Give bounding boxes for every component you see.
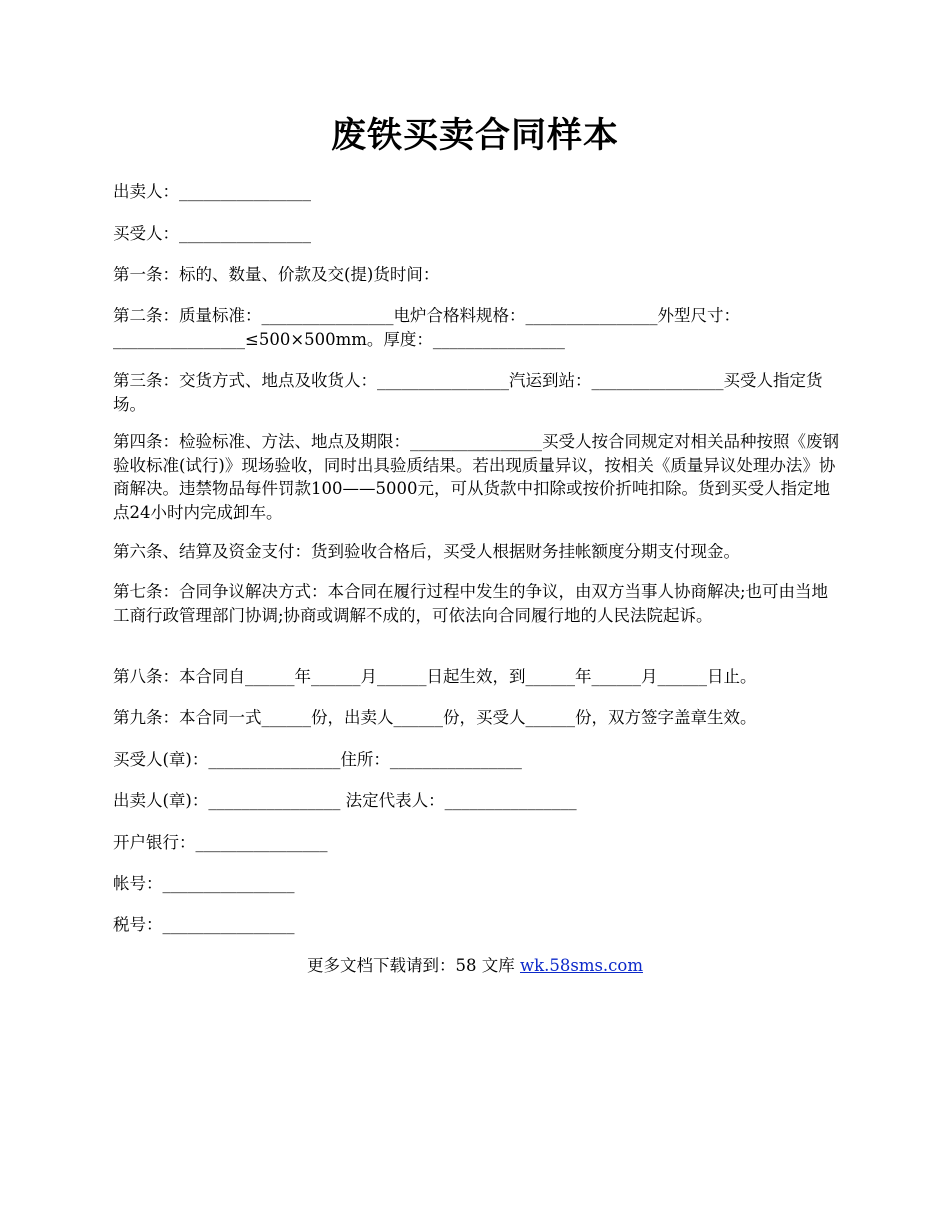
paragraph-bank: 开户银行：________________ xyxy=(113,833,328,852)
paragraph-article-8: 第八条：本合同自______年______月______日起生效，到______年______月______日止。 xyxy=(113,667,757,686)
paragraph-seller-seal: 出卖人(章)：________________ 法定代表人：________________ xyxy=(113,791,577,810)
footer-link[interactable]: wk.58sms.com xyxy=(519,956,643,975)
footer-prefix: 更多文档下载请到：58 文库 xyxy=(306,956,520,975)
paragraph-article-3: 第三条：交货方式、地点及收货人：________________汽运到站：________________买受人指定货场。 xyxy=(113,371,823,414)
footer xyxy=(0,954,950,978)
paragraph-article-1: 第一条：标的、数量、价款及交(提)货时间： xyxy=(113,265,440,284)
paragraph-buyer: 买受人：________________ xyxy=(113,224,311,243)
paragraph-tax-id: 税号：________________ xyxy=(113,915,295,934)
paragraph-account: 帐号：________________ xyxy=(113,874,295,893)
paragraph-article-9: 第九条：本合同一式______份，出卖人______份，买受人______份，双方签字盖章生效。 xyxy=(113,708,757,727)
paragraph-article-7: 第七条：合同争议解决方式：本合同在履行过程中发生的争议，由双方当事人协商解决;也可由当地工商行政管理部门协调;协商或调解不成的，可依法向合同履行地的人民法院起诉。 xyxy=(113,582,829,625)
paragraph-article-2: 第二条：质量标准：________________电炉合格料规格：________________外型尺寸：________________≤500×500mm。厚度：________________ xyxy=(113,306,740,349)
paragraph-seller: 出卖人：________________ xyxy=(113,182,311,201)
paragraph-article-6: 第六条、结算及资金支付：货到验收合格后，买受人根据财务挂帐额度分期支付现金。 xyxy=(113,542,740,561)
paragraph-buyer-seal: 买受人(章)：________________住所：________________ xyxy=(113,750,522,769)
paragraph-article-4: 第四条：检验标准、方法、地点及期限：________________买受人按合同规定对相关品种按照《废钢验收标准(试行)》现场验收，同时出具验质结果。若出现质量异议，按相关《质量异议处理办法》协商解决。违禁物品每件罚款100——5000元，可从货款中扣除或按价折吨扣除。货到买受人指定地点24小时内完成卸车。 xyxy=(113,432,839,522)
document-title: 废铁买卖合同样本 xyxy=(330,115,619,156)
